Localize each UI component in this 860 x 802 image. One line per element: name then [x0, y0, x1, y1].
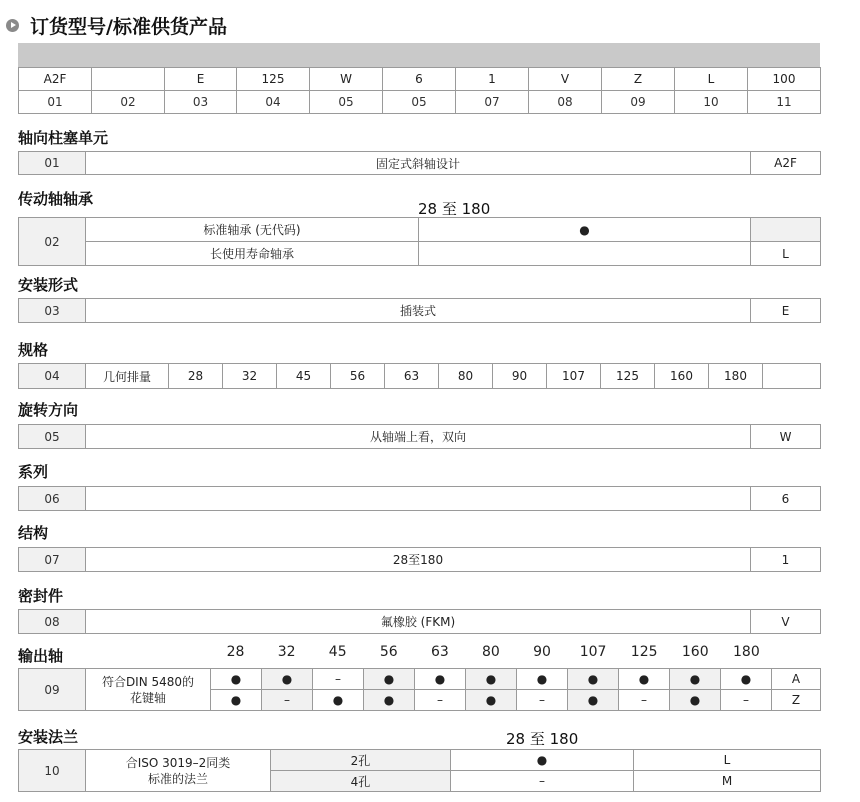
table-07 — [18, 547, 821, 572]
option-code: Z — [772, 690, 821, 711]
availability-mark: ● — [211, 690, 262, 711]
option-code: A — [772, 669, 821, 690]
section-heading-07: 结构 — [18, 524, 49, 542]
option-code: V — [751, 610, 821, 634]
availability-mark — [419, 242, 751, 266]
position-number: 06 — [19, 487, 86, 511]
availability-mark: ● — [466, 669, 517, 690]
code-cell: W — [310, 68, 383, 91]
availability-mark: ● — [466, 690, 517, 711]
option-description: 固定式斜轴设计 — [86, 152, 751, 175]
availability-mark: ● — [721, 669, 772, 690]
bearing-label: 标准轴承 (无代码) — [86, 218, 419, 242]
option-description: 28至180 — [86, 548, 751, 572]
availability-mark: ● — [568, 690, 619, 711]
table-04 — [18, 363, 821, 389]
availability-mark: – — [721, 690, 772, 711]
position-cell: 08 — [529, 91, 602, 114]
availability-mark: – — [313, 669, 364, 690]
shaft-label-line1: 符合DIN 5480的 — [101, 674, 195, 689]
size-header: 56 — [379, 644, 398, 660]
availability-mark: – — [262, 690, 313, 711]
size-cell: 80 — [439, 364, 493, 389]
availability-mark: ● — [670, 669, 721, 690]
position-row — [19, 91, 821, 114]
hole-label: 2孔 — [271, 750, 451, 771]
position-cell: 04 — [237, 91, 310, 114]
section-heading-05: 旋转方向 — [18, 401, 79, 419]
size-header: 160 — [681, 644, 709, 660]
size-header: 45 — [328, 644, 347, 660]
size-header: 80 — [482, 644, 500, 660]
size-header: 180 — [733, 644, 760, 660]
bearing-label: 长使用寿命轴承 — [86, 242, 419, 266]
size-header: 32 — [277, 644, 296, 660]
availability-mark: ● — [451, 750, 634, 771]
availability-mark: – — [517, 690, 568, 711]
hole-label: 4孔 — [271, 771, 451, 792]
availability-mark: – — [451, 771, 634, 792]
size-header: 125 — [630, 644, 658, 660]
position-number: 02 — [19, 218, 86, 266]
code-cell: E — [165, 68, 237, 91]
code-cell: 100 — [748, 68, 821, 91]
size-cell: 56 — [331, 364, 385, 389]
availability-mark: ● — [262, 669, 313, 690]
table-03 — [18, 298, 821, 323]
availability-mark: ● — [211, 669, 262, 690]
position-cell: 02 — [92, 91, 165, 114]
option-code: W — [751, 425, 821, 449]
position-cell: 05 — [310, 91, 383, 114]
size-cell: 63 — [385, 364, 439, 389]
code-cell: 1 — [456, 68, 529, 91]
position-number: 05 — [19, 425, 86, 449]
empty-cell — [763, 364, 821, 389]
size-cell: 180 — [709, 364, 763, 389]
code-cell: L — [675, 68, 748, 91]
table-09 — [18, 668, 821, 711]
table-08 — [18, 609, 821, 634]
shaft-label — [86, 669, 211, 711]
size-header-09 — [210, 642, 772, 662]
position-cell: 03 — [165, 91, 237, 114]
position-cell: 09 — [602, 91, 675, 114]
option-code — [751, 218, 821, 242]
size-range: 28 至 180 — [506, 730, 579, 748]
option-description: 插装式 — [86, 299, 751, 323]
section-heading-04: 规格 — [18, 341, 49, 359]
flange-label-line2: 标准的法兰 — [147, 771, 208, 786]
section-heading-01: 轴向柱塞单元 — [18, 129, 109, 147]
availability-mark: ● — [517, 669, 568, 690]
position-number: 01 — [19, 152, 86, 175]
option-code: L — [634, 750, 821, 771]
option-code: 6 — [751, 487, 821, 511]
table-06 — [18, 486, 821, 511]
section-heading-08: 密封件 — [18, 587, 64, 605]
position-number: 03 — [19, 299, 86, 323]
availability-mark: ● — [619, 669, 670, 690]
table-10 — [18, 749, 821, 792]
table-02 — [18, 217, 821, 266]
option-code: M — [634, 771, 821, 792]
availability-mark: ● — [364, 669, 415, 690]
availability-mark: ● — [313, 690, 364, 711]
header-bar — [18, 43, 820, 67]
section-heading-10: 安装法兰 — [18, 728, 79, 746]
code-cell: A2F — [19, 68, 92, 91]
availability-mark: ● — [415, 669, 466, 690]
option-description: 从轴端上看，双向 — [86, 425, 751, 449]
option-code: 1 — [751, 548, 821, 572]
availability-mark: ● — [568, 669, 619, 690]
size-cell: 32 — [223, 364, 277, 389]
option-code: L — [751, 242, 821, 266]
size-header: 90 — [533, 644, 551, 660]
option-code: A2F — [751, 152, 821, 175]
position-cell: 05 — [383, 91, 456, 114]
availability-mark: – — [415, 690, 466, 711]
position-number: 07 — [19, 548, 86, 572]
code-cell: V — [529, 68, 602, 91]
size-cell: 28 — [169, 364, 223, 389]
size-cell: 125 — [601, 364, 655, 389]
position-number: 08 — [19, 610, 86, 634]
option-description — [86, 487, 751, 511]
size-header: 28 — [226, 644, 245, 660]
flange-label-line1: 合ISO 3019–2同类 — [125, 755, 231, 770]
size-cell: 107 — [547, 364, 601, 389]
position-number: 09 — [19, 669, 86, 711]
code-cell: 6 — [383, 68, 456, 91]
table-05 — [18, 424, 821, 449]
position-number: 04 — [19, 364, 86, 389]
position-cell: 10 — [675, 91, 748, 114]
displacement-label: 几何排量 — [86, 364, 169, 389]
code-row — [19, 68, 821, 91]
section-heading-02: 传动轴轴承 — [18, 190, 94, 208]
code-cell: Z — [602, 68, 675, 91]
section-heading-09: 输出轴 — [18, 647, 64, 665]
size-header: 107 — [579, 644, 607, 660]
position-number: 10 — [19, 750, 86, 792]
play-bullet-icon — [6, 19, 19, 32]
size-cell: 90 — [493, 364, 547, 389]
availability-mark: ● — [419, 218, 751, 242]
option-code: E — [751, 299, 821, 323]
order-code-table — [18, 67, 821, 114]
size-range: 28 至 180 — [418, 200, 491, 218]
shaft-label-line2: 花键轴 — [129, 690, 166, 705]
section-heading-06: 系列 — [18, 463, 49, 481]
availability-mark: ● — [364, 690, 415, 711]
section-heading-03: 安装形式 — [18, 276, 79, 294]
position-cell: 01 — [19, 91, 92, 114]
code-cell: 125 — [237, 68, 310, 91]
availability-mark: ● — [670, 690, 721, 711]
table-01 — [18, 151, 821, 175]
size-header: 63 — [430, 644, 449, 660]
size-cell: 160 — [655, 364, 709, 389]
flange-label — [86, 750, 271, 792]
availability-mark: – — [619, 690, 670, 711]
option-description: 氟橡胶 (FKM) — [86, 610, 751, 634]
page-title: 订货型号/标准供货产品 — [6, 10, 227, 40]
size-cell: 45 — [277, 364, 331, 389]
position-cell: 07 — [456, 91, 529, 114]
position-cell: 11 — [748, 91, 821, 114]
code-cell — [92, 68, 165, 91]
